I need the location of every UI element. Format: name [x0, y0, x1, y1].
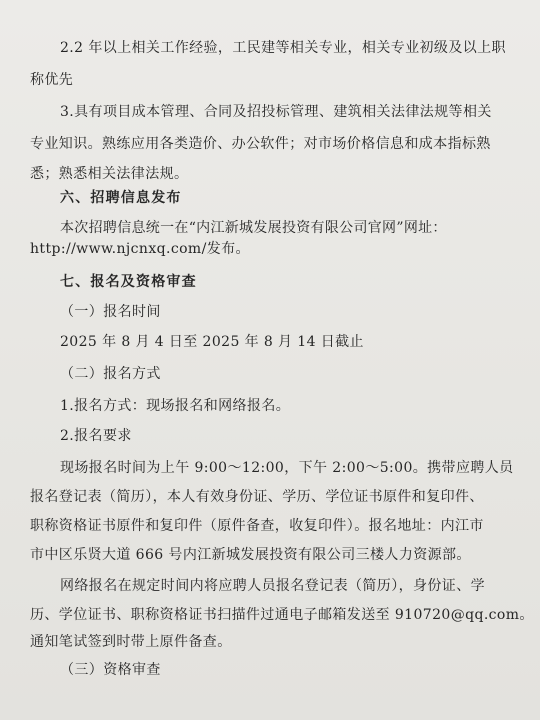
section-heading: 六、招聘信息发布 — [60, 190, 182, 206]
text-line: 3.具有项目成本管理、合同及招投标管理、建筑相关法律法规等相关 — [60, 104, 492, 120]
text-line: 历、学位证书、职称资格证书扫描件过通电子邮箱发送至 910720@qq.com。 — [30, 607, 534, 623]
section-heading: 七、报名及资格审查 — [60, 274, 197, 290]
text-line: 通知笔试签到时带上原件备查。 — [30, 634, 232, 650]
text-line: 2.2 年以上相关工作经验，工民建等相关专业，相关专业初级及以上职 — [60, 40, 506, 56]
text-line: 网络报名在规定时间内将应聘人员报名登记表（简历），身份证、学 — [60, 578, 485, 594]
text-line: 职称资格证书原件和复印件（原件备查，收复印件）。报名地址：内江市 — [30, 518, 484, 534]
text-line: 专业知识。熟练应用各类造价、办公软件；对市场价格信息和成本指标熟 — [30, 136, 491, 152]
text-line: 称优先 — [30, 72, 74, 88]
text-line: http://www.njcnxq.com/发布。 — [30, 241, 250, 257]
text-line: 悉；熟悉相关法律法规。 — [30, 166, 189, 182]
subsection-heading: （二）报名方式 — [60, 366, 161, 382]
text-line: 2.报名要求 — [60, 428, 132, 444]
text-line: 现场报名时间为上午 9:00～12:00，下午 2:00～5:00。携带应聘人员 — [60, 460, 514, 476]
subsection-heading: （三）资格审查 — [60, 662, 161, 678]
text-line: 报名登记表（简历），本人有效身份证、学历、学位证书原件和复印件、 — [30, 489, 484, 505]
text-line: 1.报名方式：现场报名和网络报名。 — [60, 398, 291, 414]
text-line: 本次招聘信息统一在“内江新城发展投资有限公司官网”网址： — [60, 220, 447, 236]
subsection-heading: （一）报名时间 — [60, 304, 161, 320]
text-line: 2025 年 8 月 4 日至 2025 年 8 月 14 日截止 — [60, 334, 364, 350]
text-line: 市中区乐贤大道 666 号内江新城发展投资有限公司三楼人力资源部。 — [30, 547, 471, 563]
